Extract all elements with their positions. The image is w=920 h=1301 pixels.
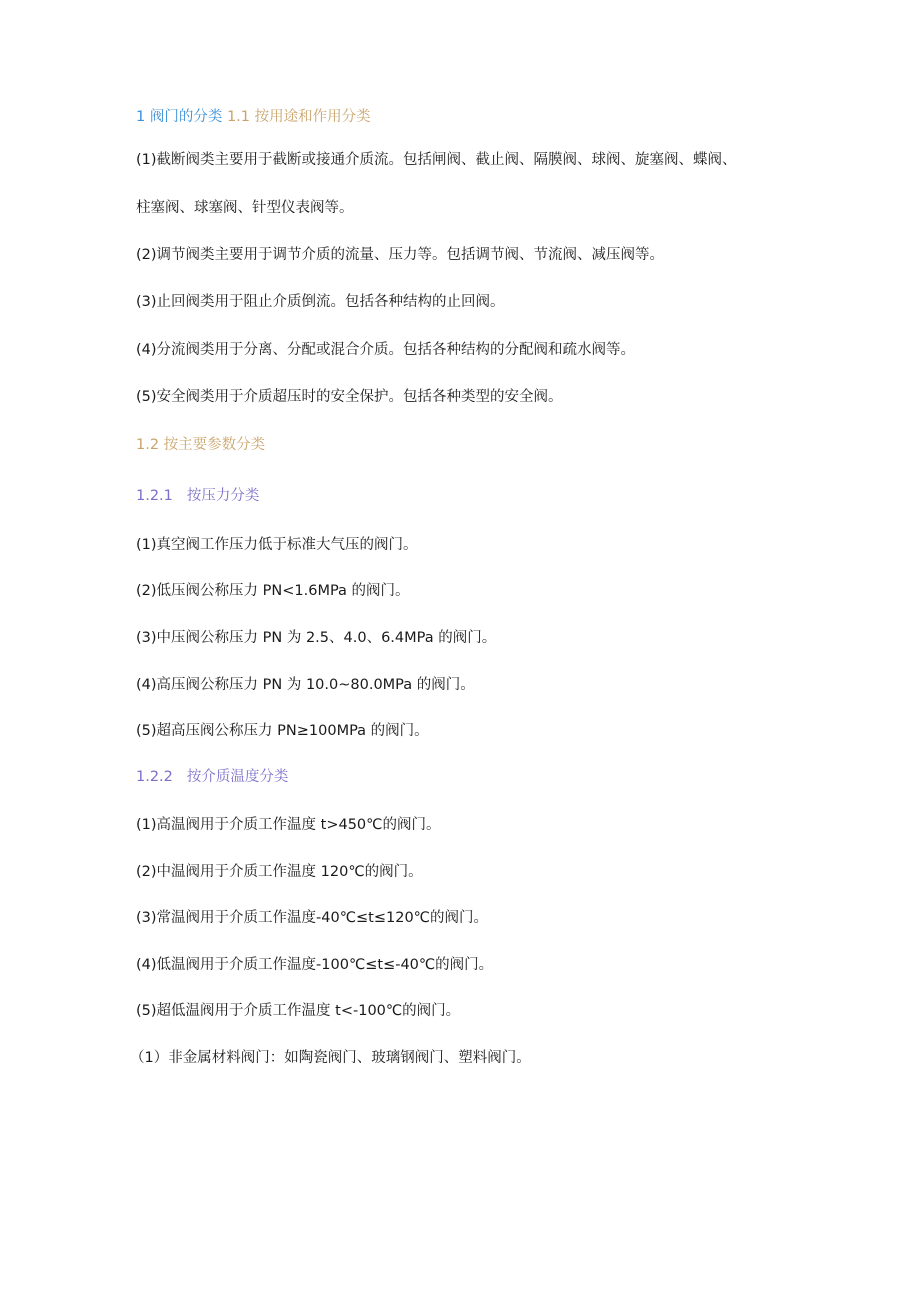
usage-item-5: (5)安全阀类用于介质超压时的安全保护。包括各种类型的安全阀。 (136, 389, 563, 405)
usage-item-3: (3)止回阀类用于阻止介质倒流。包括各种结构的止回阀。 (136, 294, 505, 310)
pressure-item-5: (5)超高压阀公称压力 PN≥100MPa 的阀门。 (136, 723, 429, 739)
usage-item-2: (2)调节阀类主要用于调节介质的流量、压力等。包括调节阀、节流阀、减压阀等。 (136, 247, 665, 263)
pressure-item-2: (2)低压阀公称压力 PN<1.6MPa 的阀门。 (136, 583, 410, 599)
heading-1-1: 1.1 按用途和作用分类 (226, 109, 371, 125)
heading-1-2-1 (136, 486, 259, 506)
temperature-item-5: (5)超低温阀用于介质工作温度 t<-100℃的阀门。 (136, 1003, 461, 1019)
heading-1-2-1-title: 按压力分类 (186, 488, 260, 504)
temperature-item-1: (1)高温阀用于介质工作温度 t>450℃的阀门。 (136, 817, 441, 833)
heading-1-2-2-title: 按介质温度分类 (186, 769, 289, 785)
usage-item-4: (4)分流阀类用于分离、分配或混合介质。包括各种结构的分配阀和疏水阀等。 (136, 342, 636, 358)
heading-1: 1 阀门的分类 (136, 109, 223, 125)
temperature-item-2: (2)中温阀用于介质工作温度 120℃的阀门。 (136, 864, 423, 880)
heading-1-2: 1.2 按主要参数分类 (136, 437, 266, 453)
temperature-item-4: (4)低温阀用于介质工作温度-100℃≤t≤-40℃的阀门。 (136, 957, 494, 973)
heading-line-1 (136, 107, 371, 127)
usage-item-1: (1)截断阀类主要用于截断或接通介质流。包括闸阀、截止阀、隔膜阀、球阀、旋塞阀、蝶阀、 (136, 152, 737, 168)
usage-item-1-continued: 柱塞阀、球塞阀、针型仪表阀等。 (136, 200, 354, 216)
pressure-item-4: (4)高压阀公称压力 PN 为 10.0~80.0MPa 的阀门。 (136, 677, 475, 693)
heading-1-2-1-number: 1.2.1 (136, 488, 173, 504)
pressure-item-1: (1)真空阀工作压力低于标准大气压的阀门。 (136, 537, 418, 553)
heading-1-2-2-number: 1.2.2 (136, 769, 173, 785)
temperature-item-3: (3)常温阀用于介质工作温度-40℃≤t≤120℃的阀门。 (136, 910, 488, 926)
material-item-1: （1）非金属材料阀门：如陶瓷阀门、玻璃钢阀门、塑料阀门。 (130, 1050, 531, 1066)
heading-1-2-2 (136, 767, 288, 787)
pressure-item-3: (3)中压阀公称压力 PN 为 2.5、4.0、6.4MPa 的阀门。 (136, 630, 497, 646)
